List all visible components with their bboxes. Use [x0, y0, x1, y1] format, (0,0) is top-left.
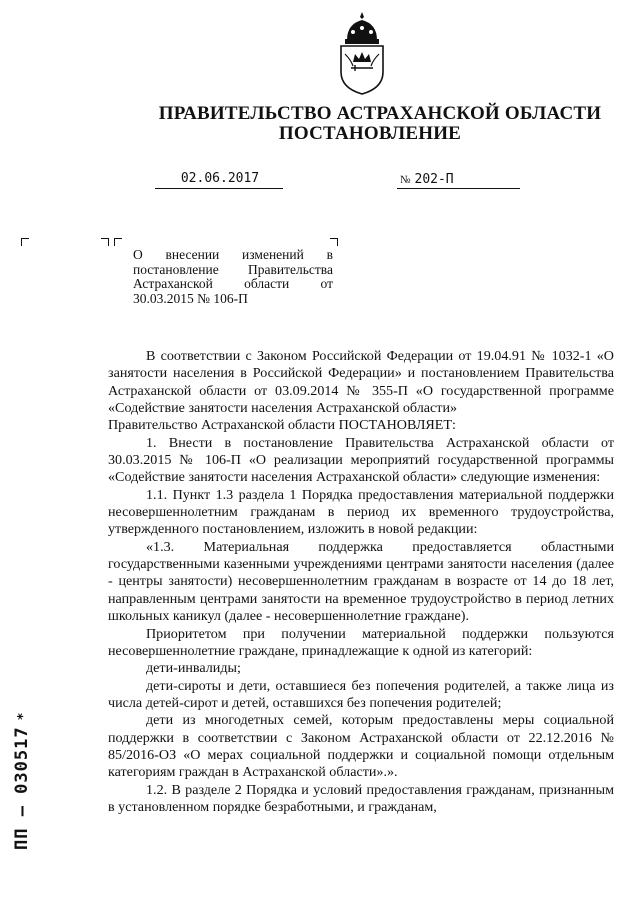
subject-line: О внесении изменений в	[133, 247, 333, 262]
serial-number: ПП – 030517	[12, 726, 32, 850]
corner-mark-mid-left	[114, 238, 122, 246]
body-paragraph: дети-сироты и дети, оставшиеся без попечения родителей, а также лица из числа детей-сирот и детей, оставшихся без попечения родителей;	[108, 677, 614, 711]
document-number-field	[400, 171, 520, 187]
astrakhan-coat-of-arms-icon	[333, 10, 391, 96]
corner-mark-right	[330, 238, 338, 246]
document-authority-title: ПРАВИТЕЛЬСТВО АСТРАХАНСКОЙ ОБЛАСТИ	[158, 103, 602, 124]
subject-line: постановление Правительства	[133, 261, 333, 277]
document-type-title: ПОСТАНОВЛЕНИЕ	[278, 123, 462, 144]
side-serial-stamp	[12, 712, 32, 850]
body-paragraph: Правительство Астраханской области ПОСТАНОВЛЯЕТ:	[108, 417, 456, 434]
document-number: 202-П	[414, 172, 454, 187]
body-paragraph: 1.1. Пункт 1.3 раздела 1 Порядка предоставления материальной поддержки несовершеннолетним гражданам в период их временного трудоустройства, утвержденного постановлением, изложить в новой редакции:	[108, 486, 614, 538]
document-date-field	[160, 171, 280, 186]
corner-mark-mid-right	[101, 238, 109, 246]
number-sign: №	[400, 174, 411, 186]
body-paragraph: В соответствии с Законом Российской Федерации от 19.04.91 № 1032-1 «О занятости населения в Российской Федерации» и постановлением Правительства Астраханской области от 03.09.2014 № 355-П «О государственной программе «Содействие занятости населения Астраханской области»	[108, 348, 614, 417]
body-paragraph: «1.3. Материальная поддержка предоставляется областными государственными казенными учреждениями центрами занятости населения (далее - центры занятости) несовершеннолетним гражданам в возрасте от 14 до 18 лет, направленным центрами занятости на временное трудоустройство в период летних школьных каникул (далее - несовершеннолетние граждане).	[108, 538, 614, 625]
subject-line: 30.03.2015 № 106-П	[133, 290, 248, 306]
body-paragraph: дети-инвалиды;	[146, 660, 241, 677]
body-paragraph: 1. Внести в постановление Правительства Астраханской области от 30.03.2015 № 106-П «О реализации мероприятий государственной программы «Содействие занятости населения Астраханской области» следующие изменения:	[108, 434, 614, 486]
stamp-mark: *	[16, 711, 31, 721]
date-underline	[155, 188, 283, 189]
number-underline	[397, 188, 520, 189]
document-date: 02.06.2017	[180, 171, 260, 186]
body-paragraph: 1.2. В разделе 2 Порядка и условий предоставления гражданам, признанным в установленном порядке безработными, и гражданам,	[108, 781, 614, 815]
document-subject	[133, 248, 333, 306]
document-body	[108, 348, 614, 816]
subject-line: Астраханской области от	[133, 276, 333, 291]
body-paragraph: Приоритетом при получении материальной поддержки пользуются несовершеннолетние граждане, принадлежащие к одной из категорий:	[108, 625, 614, 659]
body-paragraph: дети из многодетных семей, которым предоставлены меры социальной поддержки в соответствии с Законом Астраханской области от 22.12.2016 № 85/2016-ОЗ «О мерах социальной поддержки и социальной помощи отдельным категориям граждан в Астраханской области».».	[108, 712, 614, 781]
corner-mark-left	[21, 238, 29, 246]
